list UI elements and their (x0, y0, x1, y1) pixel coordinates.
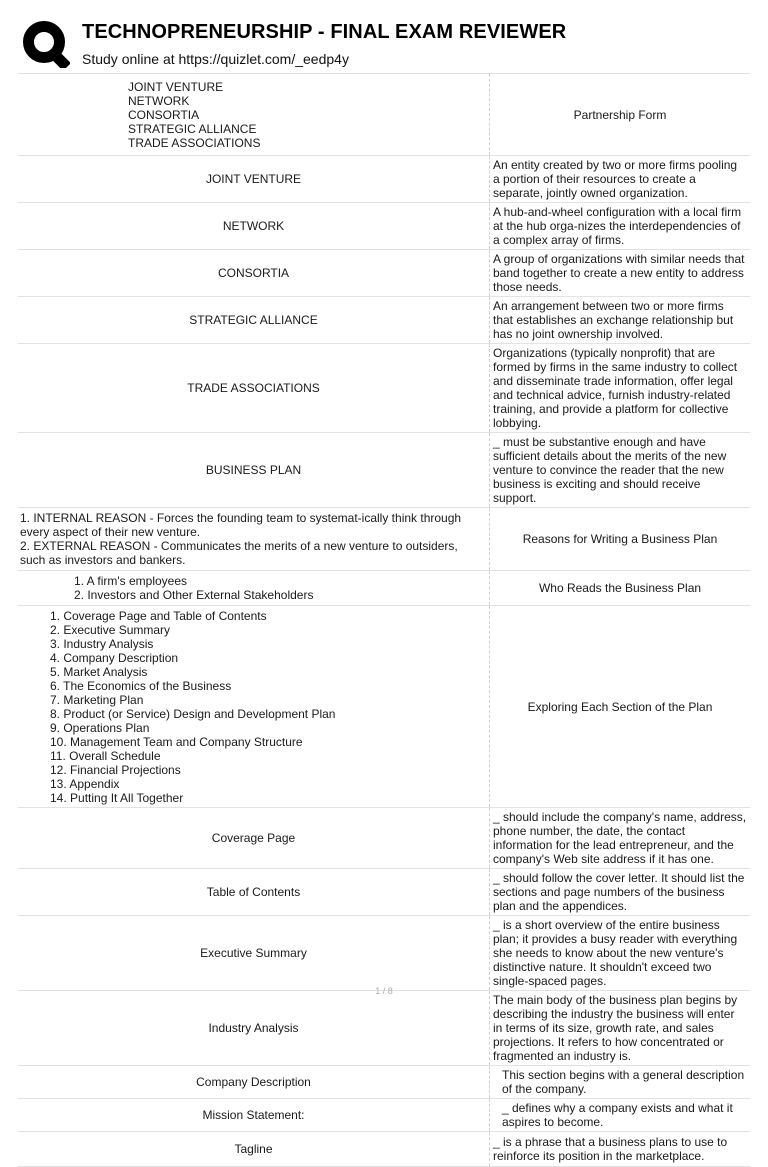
definition-cell (490, 869, 751, 916)
term-cell (18, 606, 490, 808)
definition-cell (490, 808, 751, 869)
term-text: STRATEGIC ALLIANCE (189, 313, 318, 327)
table-row (18, 74, 750, 156)
term-cell (18, 74, 490, 156)
table-row (18, 156, 750, 203)
term-cell (18, 916, 490, 991)
term-text: 1. Coverage Page and Table of Contents 2. Executive Summary 3. Industry Analysis 4. Company Description 5. Market Analysis 6. The Economics of the Business 7. Marketing Plan 8. Product (or Service) Design and Development Plan 9. Operations Plan 10. Management Team and Company Structure 11. Overall Schedule 12. Financial Projections 13. Appendix 14. Putting It All Together (50, 608, 336, 805)
term-cell (18, 1066, 490, 1099)
definition-cell (490, 1066, 751, 1099)
definition-cell (490, 344, 751, 433)
definition-text: _ should include the company's name, address, phone number, the date, the contact information for the lead entrepreneur, and the company's Web site address if it has one. (493, 810, 747, 866)
table-row (18, 344, 750, 433)
table-row (18, 1099, 750, 1132)
definition-text: The main body of the business plan begins by describing the industry the business will enter in terms of its size, growth rate, and sales projections. It refers to how concentrated or fragmented an industry is. (493, 993, 738, 1063)
term-cell (18, 1099, 490, 1132)
definition-cell (490, 203, 751, 250)
term-text: CONSORTIA (217, 266, 290, 280)
definition-text: _ defines why a company exists and what it aspires to become. (502, 1101, 733, 1129)
term-cell (18, 156, 490, 203)
page-header (0, 0, 768, 72)
definition-cell (490, 74, 751, 156)
document-title: TECHNOPRENEURSHIP - FINAL EXAM REVIEWER (82, 21, 567, 43)
table-row (18, 508, 750, 571)
table-row (18, 606, 750, 808)
definition-cell (490, 433, 751, 508)
definition-text: A group of organizations with similar needs that band together to create a new entity to address those needs. (493, 252, 745, 294)
definition-text: _ is a phrase that a business plans to use to reinforce its position in the marketplace. (493, 1135, 728, 1163)
table-row (18, 250, 750, 297)
table-row (18, 297, 750, 344)
term-cell (18, 203, 490, 250)
definition-cell (490, 991, 751, 1066)
definition-text: _ must be substantive enough and have sufficient details about the merits of the new venture to convince the reader that the new business is exciting and should receive support. (493, 435, 727, 505)
definition-text: Partnership Form (573, 107, 667, 122)
term-text: NETWORK (222, 219, 285, 233)
term-text: Tagline (234, 1142, 273, 1156)
term-text: Mission Statement: (202, 1108, 305, 1122)
definition-cell (490, 571, 751, 606)
table-row (18, 808, 750, 869)
definition-cell (490, 297, 751, 344)
term-text: Industry Analysis (208, 1021, 299, 1035)
flashcard-table (18, 73, 750, 1167)
quizlet-logo-icon (22, 20, 70, 68)
term-text: 1. A firm's employees 2. Investors and Other External Stakeholders (74, 574, 314, 602)
definition-cell (490, 250, 751, 297)
term-cell (18, 344, 490, 433)
definition-cell (490, 1099, 751, 1132)
definition-text: An entity created by two or more firms pooling a portion of their resources to create a separate, jointly owned organization. (493, 158, 738, 200)
table-row (18, 203, 750, 250)
definition-text: A hub-and-wheel configuration with a local firm at the hub orga-nizes the interdependencies of a complex array of firms. (493, 205, 742, 247)
term-cell (18, 991, 490, 1066)
study-online-link[interactable]: Study online at https://quizlet.com/_eedp4y (82, 51, 349, 67)
term-text: Table of Contents (206, 885, 301, 899)
page-number: 1 / 8 (375, 986, 393, 996)
term-cell (18, 1132, 490, 1167)
definition-text: An arrangement between two or more firms that establishes an exchange relationship but has no joint ownership involved. (493, 299, 734, 341)
table-row (18, 1066, 750, 1099)
definition-text: Exploring Each Section of the Plan (527, 699, 713, 714)
definition-text: Who Reads the Business Plan (538, 581, 702, 595)
definition-cell (490, 1132, 751, 1167)
term-cell (18, 808, 490, 869)
term-text: Coverage Page (211, 831, 296, 845)
definition-text: _ is a short overview of the entire business plan; it provides a busy reader with everything she needs to know about the new venture's distinctive nature. It shouldn't exceed two single-spaced pages. (493, 918, 738, 988)
term-cell (18, 250, 490, 297)
term-text: Executive Summary (200, 946, 307, 960)
term-text: 1. INTERNAL REASON - Forces the founding team to systemat-ically think through every aspect of their new venture. 2. EXTERNAL REASON - Communicates the merits of a new venture to outsiders, such as investors and bankers. (20, 511, 462, 567)
definition-text: _ should follow the cover letter. It should list the sections and page numbers of the business plan and the appendices. (493, 871, 745, 913)
definition-cell (490, 606, 751, 808)
definition-text: Organizations (typically nonprofit) that are formed by firms in the same industry to collect and disseminate trade information, offer legal and technical advice, furnish industry-related training, and provide a platform for collective lobbying. (493, 346, 738, 430)
term-text: TRADE ASSOCIATIONS (187, 381, 320, 395)
term-cell (18, 571, 490, 606)
term-cell (18, 297, 490, 344)
definition-text: Reasons for Writing a Business Plan (522, 532, 718, 546)
table-row (18, 1132, 750, 1167)
term-cell (18, 508, 490, 571)
table-row (18, 916, 750, 991)
term-cell (18, 869, 490, 916)
term-text: JOINT VENTURE (205, 172, 302, 186)
definition-cell (490, 508, 751, 571)
definition-cell (490, 916, 751, 991)
table-row (18, 571, 750, 606)
term-text: JOINT VENTURE NETWORK CONSORTIA STRATEGIC ALLIANCE TRADE ASSOCIATIONS (128, 79, 261, 150)
term-text: Company Description (196, 1075, 311, 1089)
table-row (18, 869, 750, 916)
definition-cell (490, 156, 751, 203)
table-row (18, 991, 750, 1066)
table-row (18, 433, 750, 508)
definition-text: This section begins with a general description of the company. (502, 1068, 745, 1096)
term-text: BUSINESS PLAN (205, 463, 302, 477)
term-cell (18, 433, 490, 508)
